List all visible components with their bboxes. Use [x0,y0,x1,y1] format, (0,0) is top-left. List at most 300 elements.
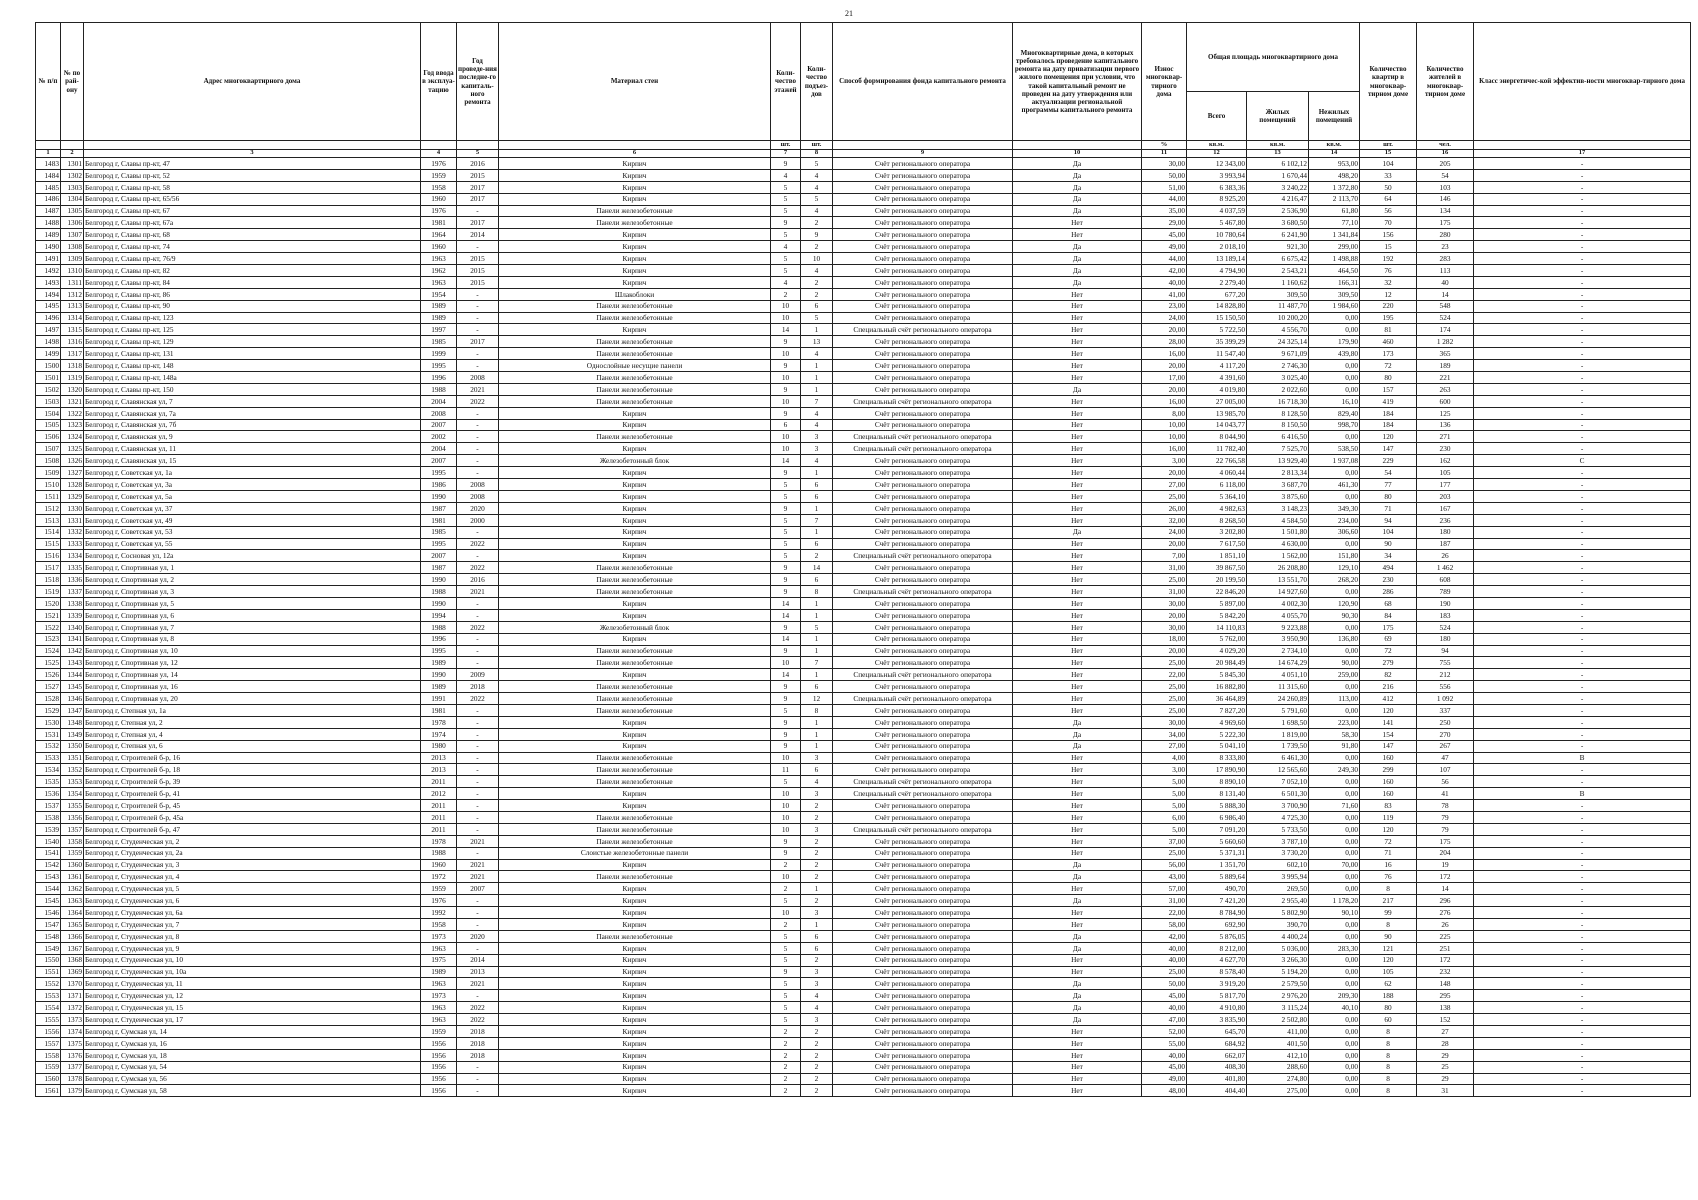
cell-year-repair: - [457,324,499,336]
cell-apartments: 72 [1360,645,1417,657]
table-body [36,158,1691,1097]
cell-no: 1541 [36,847,61,859]
cell-area-total: 35 399,29 [1187,336,1247,348]
cell-no-rayon: 1351 [61,752,84,764]
cell-residents: 187 [1417,538,1474,550]
cell-wear: 37,00 [1142,835,1187,847]
cell-wear: 25,00 [1142,847,1187,859]
cell-area-living: 4 055,70 [1247,609,1309,621]
cell-apartments: 8 [1360,1026,1417,1038]
cell-entrances: 2 [801,859,833,871]
cell-energy-class: - [1474,550,1691,562]
cell-year-built: 1954 [421,288,457,300]
cell-entrances: 6 [801,681,833,693]
cell-apartments: 69 [1360,633,1417,645]
cell-wear: 32,00 [1142,514,1187,526]
cell-year-repair: 2021 [457,835,499,847]
cell-apartments: 94 [1360,514,1417,526]
cell-fund-method: Счёт регионального оператора [833,526,1013,538]
cell-repair-needed: Да [1013,265,1142,277]
cell-wear: 47,00 [1142,1014,1187,1026]
cell-year-built: 1956 [421,1085,457,1097]
unit-entrances: шт. [801,141,833,150]
cell-energy-class: - [1474,907,1691,919]
cell-no: 1508 [36,455,61,467]
cell-address: Белгород г, Студенческая ул, 3 [84,859,421,871]
cell-fund-method: Счёт регионального оператора [833,336,1013,348]
cell-energy-class: - [1474,181,1691,193]
cell-fund-method: Счёт регионального оператора [833,752,1013,764]
table-row [36,1026,1691,1038]
cell-wear: 31,00 [1142,586,1187,598]
cell-wear: 40,00 [1142,276,1187,288]
cell-fund-method: Счёт регионального оператора [833,728,1013,740]
cell-wall-material: Панели железобетонные [499,776,771,788]
cell-area-total: 14 043,77 [1187,419,1247,431]
cell-year-repair: - [457,847,499,859]
cell-wall-material: Кирпич [499,253,771,265]
cell-address: Белгород г, Строителей б-р, 47 [84,823,421,835]
cell-area-nonliving: 151,80 [1309,550,1360,562]
cell-year-built: 1958 [421,181,457,193]
cell-no: 1495 [36,300,61,312]
cell-area-nonliving: 268,20 [1309,574,1360,586]
cell-repair-needed: Да [1013,871,1142,883]
cell-area-total: 5 762,00 [1187,633,1247,645]
cell-address: Белгород г, Советская ул, 55 [84,538,421,550]
cell-no-rayon: 1358 [61,835,84,847]
cell-area-total: 8 925,20 [1187,193,1247,205]
cell-area-living: 3 240,22 [1247,181,1309,193]
cell-area-nonliving: 0,00 [1309,1085,1360,1097]
cell-fund-method: Счёт регионального оператора [833,360,1013,372]
cell-repair-needed: Нет [1013,514,1142,526]
cell-year-built: 1959 [421,1026,457,1038]
table-row [36,871,1691,883]
cell-fund-method: Счёт регионального оператора [833,181,1013,193]
cell-address: Белгород г, Славянская ул, 11 [84,443,421,455]
cell-area-total: 662,07 [1187,1049,1247,1061]
cell-residents: 180 [1417,633,1474,645]
cell-wall-material: Кирпич [499,229,771,241]
cell-apartments: 15 [1360,241,1417,253]
cell-fund-method: Счёт регионального оператора [833,966,1013,978]
cell-area-living: 3 995,94 [1247,871,1309,883]
cell-year-built: 1986 [421,479,457,491]
cell-area-nonliving: 439,80 [1309,348,1360,360]
cell-no-rayon: 1310 [61,265,84,277]
cell-residents: 189 [1417,360,1474,372]
cell-no: 1525 [36,657,61,669]
cell-wall-material: Кирпич [499,467,771,479]
cell-wear: 55,00 [1142,1037,1187,1049]
cell-wall-material: Кирпич [499,609,771,621]
cell-entrances: 2 [801,847,833,859]
cell-floors: 14 [771,455,801,467]
cell-area-living: 1 670,44 [1247,169,1309,181]
cell-floors: 2 [771,1073,801,1085]
cell-area-living: 4 400,24 [1247,930,1309,942]
cell-wear: 30,00 [1142,597,1187,609]
cell-no: 1514 [36,526,61,538]
cell-repair-needed: Да [1013,930,1142,942]
cell-repair-needed: Нет [1013,883,1142,895]
table-row [36,479,1691,491]
cell-entrances: 13 [801,336,833,348]
cell-fund-method: Счёт регионального оператора [833,253,1013,265]
table-row [36,360,1691,372]
cell-fund-method: Счёт регионального оператора [833,871,1013,883]
cell-area-nonliving: 40,10 [1309,1002,1360,1014]
cell-year-built: 2007 [421,455,457,467]
cell-area-living: 24 325,14 [1247,336,1309,348]
cell-floors: 9 [771,502,801,514]
cell-entrances: 4 [801,265,833,277]
cell-floors: 2 [771,859,801,871]
cell-area-living: 275,00 [1247,1085,1309,1097]
cell-area-nonliving: 1 372,80 [1309,181,1360,193]
cell-apartments: 195 [1360,312,1417,324]
cell-year-built: 1995 [421,467,457,479]
cell-apartments: 141 [1360,716,1417,728]
cell-residents: 250 [1417,716,1474,728]
cell-repair-needed: Да [1013,276,1142,288]
cell-no: 1488 [36,217,61,229]
column-number: 12 [1187,150,1247,158]
unit-area-total: кв.м. [1187,141,1247,150]
cell-area-living: 26 208,80 [1247,562,1309,574]
cell-area-total: 1 351,70 [1187,859,1247,871]
cell-year-repair: 2017 [457,193,499,205]
cell-year-repair: 2021 [457,586,499,598]
cell-fund-method: Счёт регионального оператора [833,205,1013,217]
cell-area-total: 8 268,50 [1187,514,1247,526]
table-row [36,550,1691,562]
cell-year-repair: 2008 [457,490,499,502]
cell-wall-material: Кирпич [499,265,771,277]
cell-entrances: 4 [801,455,833,467]
cell-area-total: 4 391,60 [1187,372,1247,384]
cell-wall-material: Панели железобетонные [499,336,771,348]
cell-apartments: 419 [1360,395,1417,407]
cell-year-repair: - [457,800,499,812]
cell-entrances: 1 [801,324,833,336]
cell-area-living: 8 150,50 [1247,419,1309,431]
cell-fund-method: Специальный счёт регионального оператора [833,788,1013,800]
cell-year-built: 2002 [421,431,457,443]
cell-no: 1515 [36,538,61,550]
cell-wall-material: Железобетонный блок [499,455,771,467]
cell-year-built: 1989 [421,681,457,693]
cell-apartments: 8 [1360,883,1417,895]
cell-area-living: 14 674,29 [1247,657,1309,669]
cell-energy-class: - [1474,348,1691,360]
cell-entrances: 7 [801,395,833,407]
cell-area-nonliving: 283,30 [1309,942,1360,954]
cell-area-living: 4 216,47 [1247,193,1309,205]
cell-wear: 42,00 [1142,265,1187,277]
cell-area-nonliving: 0,00 [1309,360,1360,372]
cell-energy-class: - [1474,217,1691,229]
unit-residents: чел. [1417,141,1474,150]
cell-entrances: 1 [801,669,833,681]
cell-apartments: 286 [1360,586,1417,598]
cell-residents: 225 [1417,930,1474,942]
cell-year-built: 1988 [421,621,457,633]
cell-area-total: 5 842,20 [1187,609,1247,621]
cell-area-nonliving: 0,00 [1309,823,1360,835]
cell-wear: 3,00 [1142,764,1187,776]
cell-entrances: 1 [801,633,833,645]
cell-area-nonliving: 91,80 [1309,740,1360,752]
cell-area-living: 5 733,50 [1247,823,1309,835]
cell-repair-needed: Да [1013,383,1142,395]
cell-area-total: 16 882,80 [1187,681,1247,693]
cell-year-repair: 2008 [457,372,499,384]
cell-repair-needed: Нет [1013,966,1142,978]
cell-fund-method: Счёт регионального оператора [833,1049,1013,1061]
cell-residents: 28 [1417,1037,1474,1049]
cell-wall-material: Кирпич [499,1061,771,1073]
cell-no: 1502 [36,383,61,395]
cell-no: 1484 [36,169,61,181]
cell-address: Белгород г, Спортивная ул, 16 [84,681,421,693]
cell-apartments: 156 [1360,229,1417,241]
cell-repair-needed: Да [1013,253,1142,265]
cell-energy-class: - [1474,930,1691,942]
cell-repair-needed: Нет [1013,360,1142,372]
cell-area-living: 3 148,23 [1247,502,1309,514]
cell-address: Белгород г, Славы пр-кт, 123 [84,312,421,324]
cell-fund-method: Счёт регионального оператора [833,383,1013,395]
cell-area-nonliving: 120,90 [1309,597,1360,609]
cell-area-nonliving: 71,60 [1309,800,1360,812]
cell-area-total: 3 835,90 [1187,1014,1247,1026]
cell-floors: 9 [771,574,801,586]
table-row [36,930,1691,942]
cell-year-repair: 2021 [457,383,499,395]
cell-area-living: 6 501,30 [1247,788,1309,800]
cell-wall-material: Кирпич [499,978,771,990]
cell-floors: 9 [771,467,801,479]
cell-repair-needed: Да [1013,181,1142,193]
cell-address: Белгород г, Спортивная ул, 14 [84,669,421,681]
cell-area-total: 404,40 [1187,1085,1247,1097]
table-row [36,764,1691,776]
cell-area-total: 2 279,40 [1187,276,1247,288]
cell-fund-method: Специальный счёт регионального оператора [833,324,1013,336]
cell-area-total: 490,70 [1187,883,1247,895]
cell-apartments: 80 [1360,372,1417,384]
cell-address: Белгород г, Студенческая ул, 9 [84,942,421,954]
cell-energy-class: - [1474,324,1691,336]
cell-entrances: 5 [801,621,833,633]
cell-entrances: 5 [801,312,833,324]
table-row [36,609,1691,621]
cell-floors: 9 [771,621,801,633]
cell-no-rayon: 1303 [61,181,84,193]
cell-no: 1536 [36,788,61,800]
cell-area-total: 3 202,80 [1187,526,1247,538]
cell-fund-method: Счёт регионального оператора [833,990,1013,1002]
table-row [36,288,1691,300]
cell-entrances: 14 [801,562,833,574]
cell-entrances: 2 [801,1061,833,1073]
cell-wall-material: Панели железобетонные [499,752,771,764]
cell-area-total: 15 150,50 [1187,312,1247,324]
col-header-area-total: Всего [1187,92,1247,141]
cell-year-repair: 2021 [457,871,499,883]
cell-energy-class: - [1474,419,1691,431]
cell-no: 1512 [36,502,61,514]
column-number: 8 [801,150,833,158]
cell-no-rayon: 1354 [61,788,84,800]
cell-no: 1555 [36,1014,61,1026]
cell-energy-class: - [1474,490,1691,502]
cell-wall-material: Панели железобетонные [499,217,771,229]
cell-no-rayon: 1309 [61,253,84,265]
cell-address: Белгород г, Сумская ул, 54 [84,1061,421,1073]
cell-area-living: 2 734,10 [1247,645,1309,657]
column-number: 11 [1142,150,1187,158]
cell-fund-method: Специальный счёт регионального оператора [833,443,1013,455]
cell-floors: 2 [771,883,801,895]
cell-area-nonliving: 1 937,08 [1309,455,1360,467]
cell-year-built: 1996 [421,633,457,645]
cell-area-living: 602,10 [1247,859,1309,871]
cell-wall-material: Панели железобетонные [499,372,771,384]
cell-area-nonliving: 58,30 [1309,728,1360,740]
cell-residents: 556 [1417,681,1474,693]
cell-no: 1543 [36,871,61,883]
cell-fund-method: Счёт регионального оператора [833,490,1013,502]
cell-area-total: 12 343,00 [1187,158,1247,170]
cell-year-repair: - [457,526,499,538]
cell-apartments: 154 [1360,728,1417,740]
cell-area-living: 3 950,90 [1247,633,1309,645]
cell-area-total: 36 464,89 [1187,693,1247,705]
cell-wear: 7,00 [1142,550,1187,562]
table-row [36,395,1691,407]
cell-entrances: 2 [801,288,833,300]
cell-energy-class: - [1474,716,1691,728]
cell-area-total: 6 383,36 [1187,181,1247,193]
cell-no: 1493 [36,276,61,288]
cell-entrances: 2 [801,1049,833,1061]
cell-address: Белгород г, Советская ул, 1а [84,467,421,479]
cell-wall-material: Панели железобетонные [499,681,771,693]
cell-floors: 14 [771,609,801,621]
table-row [36,514,1691,526]
cell-wear: 25,00 [1142,693,1187,705]
cell-apartments: 80 [1360,1002,1417,1014]
cell-no: 1491 [36,253,61,265]
cell-wear: 49,00 [1142,1073,1187,1085]
cell-area-total: 8 044,90 [1187,431,1247,443]
cell-energy-class: - [1474,811,1691,823]
cell-entrances: 1 [801,728,833,740]
column-number: 16 [1417,150,1474,158]
cell-wear: 30,00 [1142,621,1187,633]
cell-no-rayon: 1327 [61,467,84,479]
cell-area-nonliving: 464,50 [1309,265,1360,277]
cell-area-nonliving: 0,00 [1309,1049,1360,1061]
cell-apartments: 173 [1360,348,1417,360]
cell-area-living: 309,50 [1247,288,1309,300]
cell-no: 1498 [36,336,61,348]
cell-year-repair: - [457,752,499,764]
cell-area-total: 5 897,00 [1187,597,1247,609]
cell-wall-material: Кирпич [499,550,771,562]
cell-area-living: 4 584,50 [1247,514,1309,526]
column-number: 7 [771,150,801,158]
cell-wall-material: Панели железобетонные [499,835,771,847]
cell-floors: 5 [771,479,801,491]
cell-no: 1531 [36,728,61,740]
cell-residents: 271 [1417,431,1474,443]
cell-address: Белгород г, Славы пр-кт, 150 [84,383,421,395]
cell-area-living: 3 730,20 [1247,847,1309,859]
cell-apartments: 412 [1360,693,1417,705]
cell-repair-needed: Нет [1013,704,1142,716]
cell-apartments: 54 [1360,467,1417,479]
table-row [36,193,1691,205]
cell-fund-method: Специальный счёт регионального оператора [833,693,1013,705]
cell-area-nonliving: 77,10 [1309,217,1360,229]
cell-wall-material: Кирпич [499,502,771,514]
housing-register-table [35,22,1691,1097]
cell-entrances: 2 [801,1037,833,1049]
column-number: 9 [833,150,1013,158]
cell-wall-material: Кирпич [499,1002,771,1014]
cell-year-built: 2008 [421,407,457,419]
cell-wear: 8,00 [1142,407,1187,419]
cell-address: Белгород г, Сумская ул, 18 [84,1049,421,1061]
cell-area-nonliving: 0,00 [1309,704,1360,716]
cell-energy-class: - [1474,919,1691,931]
cell-fund-method: Счёт регионального оператора [833,633,1013,645]
cell-repair-needed: Нет [1013,1037,1142,1049]
cell-fund-method: Счёт регионального оператора [833,276,1013,288]
cell-residents: 232 [1417,966,1474,978]
cell-address: Белгород г, Советская ул, 5а [84,490,421,502]
cell-no: 1534 [36,764,61,776]
cell-year-built: 1990 [421,669,457,681]
cell-entrances: 2 [801,1026,833,1038]
cell-area-nonliving: 179,90 [1309,336,1360,348]
cell-no-rayon: 1306 [61,217,84,229]
cell-year-repair: - [457,455,499,467]
cell-area-living: 2 022,60 [1247,383,1309,395]
cell-no: 1519 [36,586,61,598]
cell-year-built: 1956 [421,1037,457,1049]
cell-wall-material: Кирпич [499,526,771,538]
cell-entrances: 6 [801,942,833,954]
cell-repair-needed: Нет [1013,336,1142,348]
cell-no-rayon: 1335 [61,562,84,574]
col-header-floors: Коли-чество этажей [771,23,801,141]
cell-floors: 9 [771,407,801,419]
cell-wall-material: Кирпич [499,538,771,550]
cell-area-nonliving: 1 341,84 [1309,229,1360,241]
cell-area-living: 3 266,30 [1247,954,1309,966]
cell-wear: 25,00 [1142,966,1187,978]
cell-residents: 138 [1417,1002,1474,1014]
cell-wall-material: Панели железобетонные [499,562,771,574]
cell-wall-material: Панели железобетонные [499,871,771,883]
cell-area-living: 2 746,30 [1247,360,1309,372]
cell-apartments: 84 [1360,609,1417,621]
